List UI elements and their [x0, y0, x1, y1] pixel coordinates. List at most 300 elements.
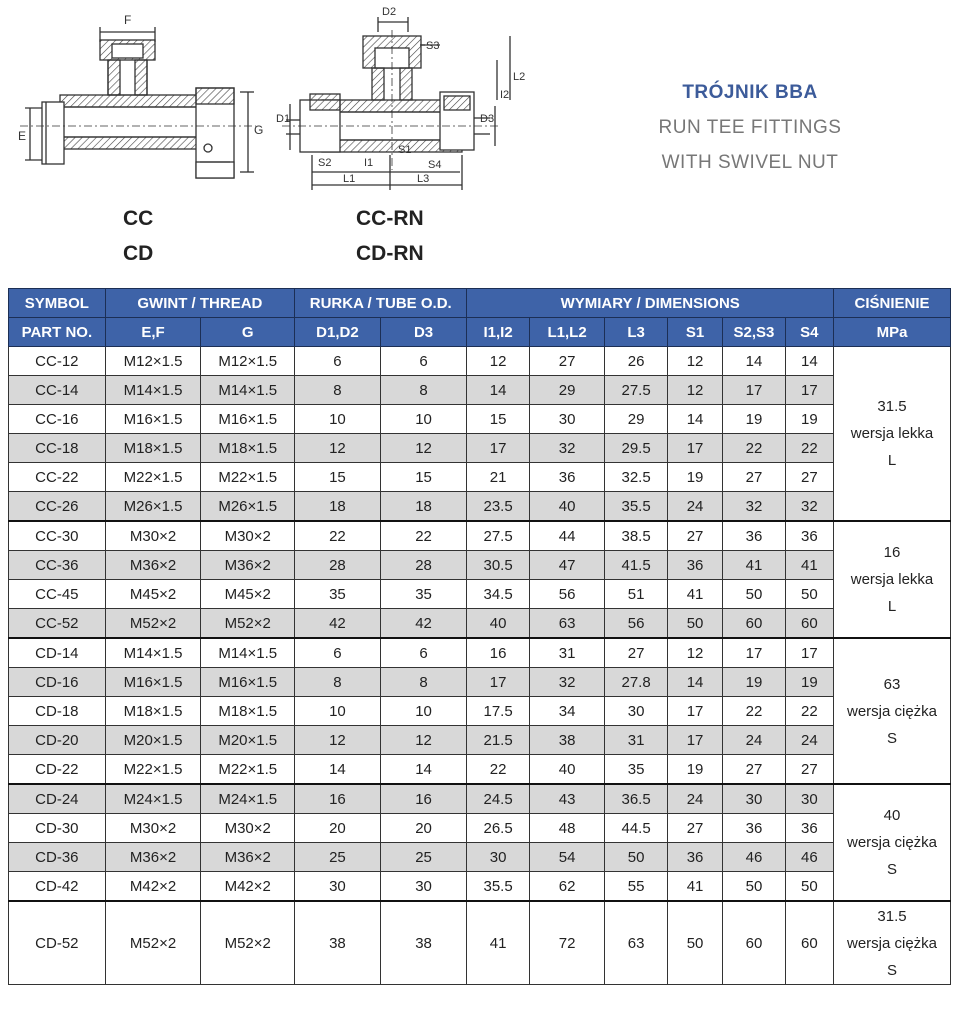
cell-d3: 16	[380, 784, 467, 814]
cell-s4: 36	[785, 521, 833, 551]
cell-d3: 22	[380, 521, 467, 551]
cell-s23: 50	[723, 872, 785, 902]
cell-l12: 63	[529, 609, 605, 639]
cell-part: CC-16	[9, 405, 106, 434]
cell-part: CD-20	[9, 726, 106, 755]
header-mpa: MPa	[834, 318, 951, 347]
title-english-line2: WITH SWIVEL NUT	[661, 152, 839, 173]
cell-part: CD-24	[9, 784, 106, 814]
cell-ef: M30×2	[105, 521, 201, 551]
header-d3: D3	[380, 318, 467, 347]
table-row	[9, 697, 951, 726]
cell-s1: 12	[667, 376, 722, 405]
cell-d3: 12	[380, 434, 467, 463]
cell-s4: 27	[785, 755, 833, 785]
cell-s1: 17	[667, 726, 722, 755]
cell-s23: 36	[723, 814, 785, 843]
cell-s23: 22	[723, 434, 785, 463]
cell-l3: 35	[605, 755, 667, 785]
cell-ef: M18×1.5	[105, 434, 201, 463]
pressure-value: 31.5	[877, 907, 907, 925]
cell-d3: 38	[380, 901, 467, 985]
cell-g: M52×2	[201, 609, 295, 639]
cell-part: CC-26	[9, 492, 106, 522]
cell-l3: 29.5	[605, 434, 667, 463]
cell-g: M12×1.5	[201, 347, 295, 376]
cell-i12: 17.5	[467, 697, 529, 726]
cell-part: CD-16	[9, 668, 106, 697]
cell-s23: 27	[723, 463, 785, 492]
cell-l3: 63	[605, 901, 667, 985]
cell-s4: 19	[785, 405, 833, 434]
cell-i12: 30.5	[467, 551, 529, 580]
header-dimensions: WYMIARY / DIMENSIONS	[467, 289, 834, 318]
cell-l3: 27	[605, 638, 667, 668]
cell-l3: 51	[605, 580, 667, 609]
cell-ef: M20×1.5	[105, 726, 201, 755]
pressure-value: 40	[883, 807, 901, 824]
cell-l12: 48	[529, 814, 605, 843]
specification-table	[8, 288, 951, 985]
cell-s23: 41	[723, 551, 785, 580]
cell-s1: 41	[667, 872, 722, 902]
cell-d12: 22	[295, 521, 381, 551]
cell-l3: 55	[605, 872, 667, 902]
cell-l12: 43	[529, 784, 605, 814]
pressure-class: L	[887, 452, 897, 469]
table-body	[9, 347, 951, 985]
dim-s2-label: S2	[318, 157, 332, 169]
diagram-label-cd: CD	[123, 242, 154, 265]
cell-s1: 50	[667, 901, 722, 985]
cell-ef: M24×1.5	[105, 784, 201, 814]
cell-ef: M14×1.5	[105, 376, 201, 405]
cell-l3: 35.5	[605, 492, 667, 522]
cell-g: M52×2	[201, 901, 295, 985]
header-l3: L3	[605, 318, 667, 347]
cell-s23: 22	[723, 697, 785, 726]
cell-l12: 38	[529, 726, 605, 755]
cell-l12: 54	[529, 843, 605, 872]
table-row	[9, 347, 951, 376]
cell-ef: M36×2	[105, 551, 201, 580]
pressure-version: wersja ciężka	[847, 702, 938, 720]
cell-g: M45×2	[201, 580, 295, 609]
cell-s1: 19	[667, 463, 722, 492]
cell-s1: 27	[667, 521, 722, 551]
cell-ef: M26×1.5	[105, 492, 201, 522]
cell-l3: 38.5	[605, 521, 667, 551]
cell-l3: 31	[605, 726, 667, 755]
cell-s1: 14	[667, 668, 722, 697]
cell-d3: 35	[380, 580, 467, 609]
cell-l3: 29	[605, 405, 667, 434]
header-s4: S4	[785, 318, 833, 347]
cell-i12: 27.5	[467, 521, 529, 551]
table-row	[9, 668, 951, 697]
table-row	[9, 609, 951, 639]
dim-s1-label: S1	[398, 144, 412, 156]
cell-g: M42×2	[201, 872, 295, 902]
cell-i12: 21	[467, 463, 529, 492]
cell-i12: 41	[467, 901, 529, 985]
table-row	[9, 463, 951, 492]
pressure-version: wersja ciężka	[847, 834, 938, 851]
dim-e-label: E	[18, 129, 27, 143]
cell-part: CD-22	[9, 755, 106, 785]
cell-g: M16×1.5	[201, 668, 295, 697]
cell-d3: 42	[380, 609, 467, 639]
cell-s1: 24	[667, 784, 722, 814]
cell-ef: M12×1.5	[105, 347, 201, 376]
cell-d3: 14	[380, 755, 467, 785]
cell-d3: 10	[380, 405, 467, 434]
pressure-cell	[834, 347, 951, 522]
cell-part: CD-52	[9, 901, 106, 985]
cell-l3: 44.5	[605, 814, 667, 843]
cell-g: M14×1.5	[201, 376, 295, 405]
cell-g: M36×2	[201, 843, 295, 872]
cell-l3: 36.5	[605, 784, 667, 814]
pressure-version: wersja lekka	[850, 571, 934, 588]
cell-ef: M30×2	[105, 814, 201, 843]
cell-l12: 32	[529, 434, 605, 463]
cell-s1: 27	[667, 814, 722, 843]
cell-i12: 15	[467, 405, 529, 434]
cell-i12: 24.5	[467, 784, 529, 814]
cell-s4: 60	[785, 901, 833, 985]
cell-d12: 15	[295, 463, 381, 492]
pressure-cell	[834, 901, 951, 985]
cell-part: CC-18	[9, 434, 106, 463]
cell-l12: 72	[529, 901, 605, 985]
cell-s4: 19	[785, 668, 833, 697]
cell-i12: 21.5	[467, 726, 529, 755]
cell-i12: 16	[467, 638, 529, 668]
cell-part: CC-36	[9, 551, 106, 580]
cell-d12: 10	[295, 697, 381, 726]
cell-d3: 30	[380, 872, 467, 902]
cell-g: M36×2	[201, 551, 295, 580]
cell-d3: 6	[380, 347, 467, 376]
dim-l2-label: L2	[513, 71, 526, 83]
cell-d3: 25	[380, 843, 467, 872]
cc-rn-cd-rn-drawing	[282, 17, 510, 190]
cell-i12: 40	[467, 609, 529, 639]
cell-i12: 14	[467, 376, 529, 405]
pressure-class: L	[887, 598, 897, 615]
cell-d12: 18	[295, 492, 381, 522]
cell-g: M30×2	[201, 814, 295, 843]
cell-s4: 17	[785, 376, 833, 405]
cell-l12: 62	[529, 872, 605, 902]
cell-l12: 40	[529, 755, 605, 785]
dim-i2-label: I2	[500, 89, 510, 101]
dim-s4-label: S4	[428, 159, 442, 171]
cell-l12: 34	[529, 697, 605, 726]
cell-i12: 17	[467, 668, 529, 697]
table-row	[9, 726, 951, 755]
cell-part: CC-12	[9, 347, 106, 376]
table-row	[9, 405, 951, 434]
cell-d3: 20	[380, 814, 467, 843]
cell-s4: 22	[785, 434, 833, 463]
cell-d12: 12	[295, 434, 381, 463]
cell-s4: 22	[785, 697, 833, 726]
cell-g: M18×1.5	[201, 697, 295, 726]
table-row	[9, 901, 951, 985]
header-d1-d2: D1,D2	[295, 318, 381, 347]
cell-g: M30×2	[201, 521, 295, 551]
cell-s4: 30	[785, 784, 833, 814]
header-g: G	[201, 318, 295, 347]
cell-ef: M42×2	[105, 872, 201, 902]
cell-s23: 24	[723, 726, 785, 755]
pressure-cell	[834, 638, 951, 784]
document-title	[630, 82, 870, 174]
cell-s23: 27	[723, 755, 785, 785]
pressure-cell	[834, 521, 951, 638]
cell-part: CD-36	[9, 843, 106, 872]
cell-l3: 41.5	[605, 551, 667, 580]
cell-l3: 32.5	[605, 463, 667, 492]
table-row	[9, 755, 951, 785]
table-row	[9, 376, 951, 405]
cell-l3: 30	[605, 697, 667, 726]
cell-s23: 32	[723, 492, 785, 522]
cell-ef: M18×1.5	[105, 697, 201, 726]
cell-d12: 12	[295, 726, 381, 755]
cell-g: M16×1.5	[201, 405, 295, 434]
cell-s1: 14	[667, 405, 722, 434]
technical-drawings	[0, 0, 640, 280]
cell-s1: 50	[667, 609, 722, 639]
cell-part: CC-22	[9, 463, 106, 492]
table-row	[9, 843, 951, 872]
cell-s23: 14	[723, 347, 785, 376]
cell-s4: 41	[785, 551, 833, 580]
cell-ef: M22×1.5	[105, 755, 201, 785]
header-tube: RURKA / TUBE O.D.	[295, 289, 467, 318]
table-row	[9, 521, 951, 551]
dim-f-label: F	[124, 13, 132, 27]
cell-s23: 19	[723, 668, 785, 697]
cell-ef: M52×2	[105, 609, 201, 639]
pressure-version: wersja lekka	[850, 425, 934, 442]
cell-d12: 25	[295, 843, 381, 872]
cell-s1: 41	[667, 580, 722, 609]
dim-i1-label: I1	[364, 157, 374, 169]
cell-d12: 38	[295, 901, 381, 985]
cell-s4: 27	[785, 463, 833, 492]
pressure-cell	[834, 784, 951, 901]
cell-s1: 17	[667, 434, 722, 463]
table-row	[9, 434, 951, 463]
dim-d1-label: D1	[276, 113, 291, 125]
pressure-class: S	[887, 961, 898, 979]
pressure-value: 63	[883, 675, 901, 693]
cell-d12: 8	[295, 376, 381, 405]
cell-l12: 29	[529, 376, 605, 405]
cell-part: CC-52	[9, 609, 106, 639]
table-row	[9, 580, 951, 609]
cell-s4: 50	[785, 580, 833, 609]
cell-d3: 15	[380, 463, 467, 492]
cell-s23: 30	[723, 784, 785, 814]
cell-s4: 17	[785, 638, 833, 668]
cell-l12: 44	[529, 521, 605, 551]
table-row	[9, 551, 951, 580]
cell-s23: 17	[723, 638, 785, 668]
cell-d12: 8	[295, 668, 381, 697]
cell-part: CC-14	[9, 376, 106, 405]
diagram-label-cc-rn: CC-RN	[356, 207, 424, 230]
cell-i12: 17	[467, 434, 529, 463]
cell-g: M14×1.5	[201, 638, 295, 668]
cell-ef: M36×2	[105, 843, 201, 872]
cell-l12: 40	[529, 492, 605, 522]
header-thread: GWINT / THREAD	[105, 289, 294, 318]
title-english-line1: RUN TEE FITTINGS	[658, 117, 842, 138]
cell-l3: 56	[605, 609, 667, 639]
pressure-value: 16	[883, 544, 901, 561]
cell-part: CD-14	[9, 638, 106, 668]
dim-g-label: G	[254, 123, 264, 137]
cell-s1: 24	[667, 492, 722, 522]
cell-s1: 17	[667, 697, 722, 726]
cell-l3: 26	[605, 347, 667, 376]
header-part-no: PART NO.	[9, 318, 106, 347]
cell-part: CD-18	[9, 697, 106, 726]
cell-ef: M16×1.5	[105, 405, 201, 434]
cell-d3: 18	[380, 492, 467, 522]
cell-i12: 12	[467, 347, 529, 376]
header-symbol: SYMBOL	[9, 289, 106, 318]
cell-l12: 31	[529, 638, 605, 668]
cell-l12: 36	[529, 463, 605, 492]
cell-s23: 36	[723, 521, 785, 551]
header-ef: E,F	[105, 318, 201, 347]
cell-s1: 12	[667, 347, 722, 376]
cell-part: CC-45	[9, 580, 106, 609]
cell-l12: 27	[529, 347, 605, 376]
cell-s4: 50	[785, 872, 833, 902]
cell-s23: 50	[723, 580, 785, 609]
cell-s23: 46	[723, 843, 785, 872]
cell-g: M26×1.5	[201, 492, 295, 522]
cell-d3: 6	[380, 638, 467, 668]
cell-s4: 46	[785, 843, 833, 872]
cell-d12: 30	[295, 872, 381, 902]
cell-s23: 17	[723, 376, 785, 405]
pressure-value: 31.5	[877, 398, 907, 415]
cell-d12: 16	[295, 784, 381, 814]
cc-cd-drawing	[20, 27, 256, 178]
cell-l3: 50	[605, 843, 667, 872]
cell-s1: 12	[667, 638, 722, 668]
header-s2-s3: S2,S3	[723, 318, 785, 347]
cell-d12: 6	[295, 347, 381, 376]
cell-d3: 10	[380, 697, 467, 726]
cell-ef: M45×2	[105, 580, 201, 609]
table-row	[9, 872, 951, 902]
cell-ef: M16×1.5	[105, 668, 201, 697]
cell-ef: M52×2	[105, 901, 201, 985]
cell-g: M22×1.5	[201, 463, 295, 492]
cell-i12: 26.5	[467, 814, 529, 843]
cell-ef: M22×1.5	[105, 463, 201, 492]
cell-s1: 19	[667, 755, 722, 785]
dim-l3-label: L3	[417, 173, 430, 185]
cell-i12: 34.5	[467, 580, 529, 609]
cell-d12: 6	[295, 638, 381, 668]
header-row-2	[9, 318, 951, 347]
cell-d3: 8	[380, 376, 467, 405]
cell-part: CD-30	[9, 814, 106, 843]
pressure-class: S	[887, 729, 898, 747]
header-s1: S1	[667, 318, 722, 347]
table-row	[9, 638, 951, 668]
cell-d12: 14	[295, 755, 381, 785]
table-row	[9, 814, 951, 843]
cell-l12: 30	[529, 405, 605, 434]
cell-s4: 14	[785, 347, 833, 376]
table-row	[9, 784, 951, 814]
header-i1-i2: I1,I2	[467, 318, 529, 347]
diagram-label-cc: CC	[123, 207, 154, 230]
cell-d12: 20	[295, 814, 381, 843]
cell-g: M22×1.5	[201, 755, 295, 785]
cell-d12: 42	[295, 609, 381, 639]
cell-s1: 36	[667, 843, 722, 872]
cell-d12: 10	[295, 405, 381, 434]
cell-part: CC-30	[9, 521, 106, 551]
dim-d3-label: D3	[480, 113, 495, 125]
cell-ef: M14×1.5	[105, 638, 201, 668]
cell-g: M20×1.5	[201, 726, 295, 755]
cell-part: CD-42	[9, 872, 106, 902]
cell-s1: 36	[667, 551, 722, 580]
header-l1-l2: L1,L2	[529, 318, 605, 347]
cell-s4: 24	[785, 726, 833, 755]
cell-s23: 60	[723, 901, 785, 985]
dim-d2-label: D2	[382, 6, 397, 18]
cell-d3: 12	[380, 726, 467, 755]
cell-s4: 32	[785, 492, 833, 522]
cell-l3: 27.5	[605, 376, 667, 405]
cell-s23: 19	[723, 405, 785, 434]
dim-l1-label: L1	[343, 173, 356, 185]
cell-i12: 22	[467, 755, 529, 785]
cell-d3: 8	[380, 668, 467, 697]
cell-l12: 56	[529, 580, 605, 609]
cell-g: M18×1.5	[201, 434, 295, 463]
cell-g: M24×1.5	[201, 784, 295, 814]
cell-d12: 35	[295, 580, 381, 609]
header-pressure: CIŚNIENIE	[834, 289, 951, 318]
title-polish: TRÓJNIK BBA	[682, 82, 818, 103]
table-row	[9, 492, 951, 522]
pressure-class: S	[887, 861, 898, 878]
cell-l3: 27.8	[605, 668, 667, 697]
cell-s23: 60	[723, 609, 785, 639]
cell-d12: 28	[295, 551, 381, 580]
cell-l12: 47	[529, 551, 605, 580]
cell-l12: 32	[529, 668, 605, 697]
diagram-label-cd-rn: CD-RN	[356, 242, 424, 265]
cell-i12: 30	[467, 843, 529, 872]
header-row-1	[9, 289, 951, 318]
